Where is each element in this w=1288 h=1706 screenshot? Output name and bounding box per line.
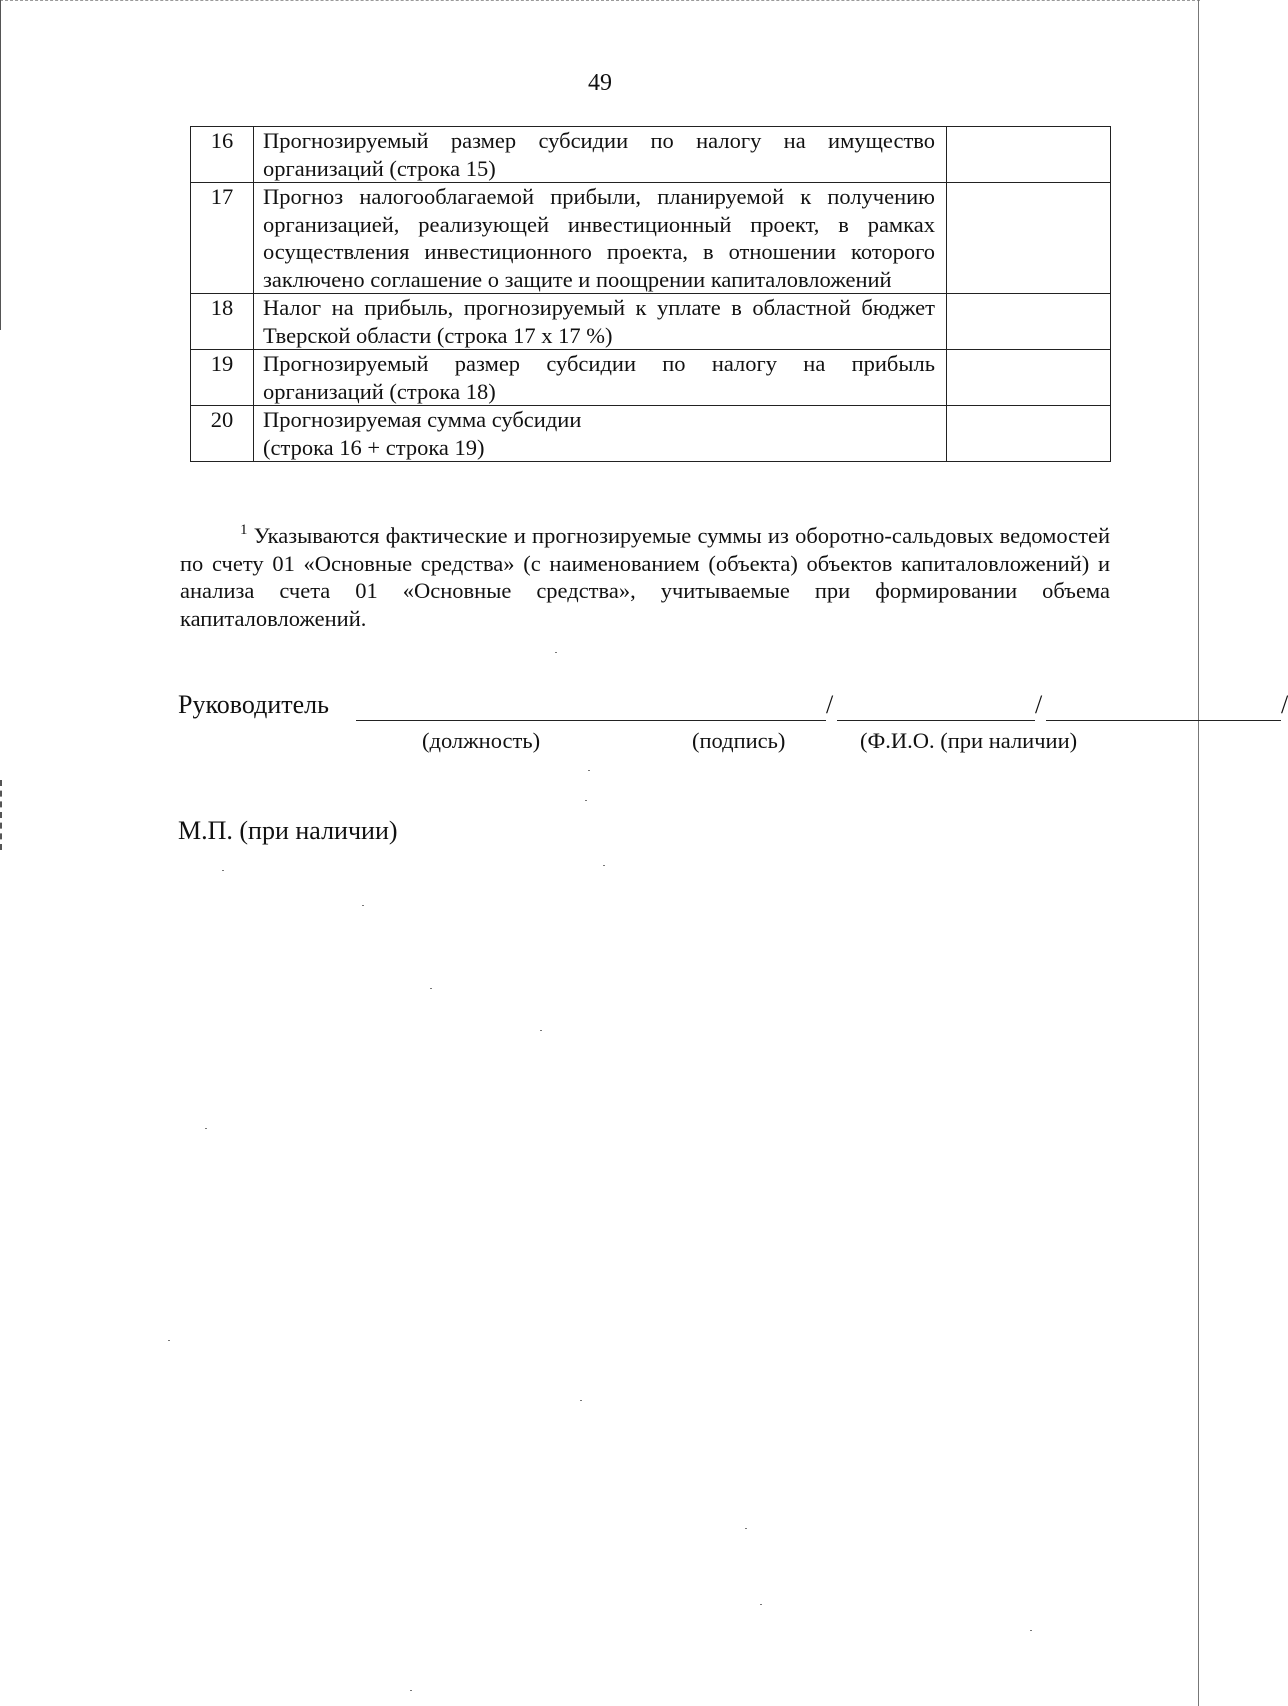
footnote-text: Указываются фактические и прогнозируемые суммы из оборотно-сальдовых ведомостей по счету 01 «Основные средства» (с наименованием (объекта) объектов капиталовложений) и анализа счета 01 «Основные средства», учитываемые при формировании объема капиталовложений. bbox=[180, 523, 1111, 631]
scan-speck bbox=[430, 988, 432, 989]
table-row bbox=[191, 294, 1111, 350]
signature-label: Руководитель bbox=[178, 690, 329, 719]
scan-speck bbox=[1030, 1630, 1032, 1631]
scan-speck bbox=[410, 1690, 412, 1691]
scan-speck bbox=[580, 1400, 582, 1401]
scan-speck bbox=[760, 1604, 762, 1605]
caption-name: (Ф.И.О. (при наличии) bbox=[860, 728, 1078, 753]
scan-right-edge bbox=[1198, 0, 1199, 1706]
footnote bbox=[180, 522, 1110, 632]
scan-speck bbox=[588, 770, 590, 771]
scan-left-edge bbox=[0, 0, 1, 330]
scan-speck bbox=[362, 905, 364, 906]
table-row bbox=[191, 183, 1111, 294]
table-row bbox=[191, 350, 1111, 406]
scan-left-edge-lower bbox=[0, 780, 2, 850]
caption-position: (должность) bbox=[422, 728, 541, 753]
scan-speck bbox=[205, 1128, 207, 1129]
scan-speck bbox=[603, 865, 605, 866]
stamp-placeholder: М.П. (при наличии) bbox=[178, 816, 398, 845]
row-description: Налог на прибыль, прогнозируемый к уплате в областной бюджет Тверской области (строка 17 х 17 %) bbox=[254, 294, 947, 350]
table-row bbox=[191, 127, 1111, 183]
row-number: 18 bbox=[191, 294, 254, 350]
row-value bbox=[947, 127, 1111, 183]
row-description: Прогнозируемый размер субсидии по налогу на имущество организаций (строка 15) bbox=[254, 127, 947, 183]
signature-line bbox=[837, 720, 1035, 721]
scan-speck bbox=[585, 800, 587, 801]
caption-signature: (подпись) bbox=[692, 728, 786, 753]
signature-block bbox=[178, 690, 1288, 760]
row-number: 17 bbox=[191, 183, 254, 294]
row-description bbox=[254, 406, 947, 462]
row-number: 19 bbox=[191, 350, 254, 406]
row-number: 16 bbox=[191, 127, 254, 183]
scan-speck bbox=[555, 652, 557, 653]
scan-speck bbox=[540, 1030, 542, 1031]
table-row bbox=[191, 406, 1111, 462]
position-line bbox=[356, 720, 826, 721]
scan-speck bbox=[745, 1528, 747, 1529]
row-description-line: (строка 16 + строка 19) bbox=[263, 434, 485, 460]
scan-speck bbox=[168, 1340, 170, 1341]
row-description: Прогноз налогооблагаемой прибыли, планируемой к получению организацией, реализующей инвестиционный проект, в рамках осуществления инвестиционного проекта, в отношении которого заключено соглашение о защите и поощрении капиталовложений bbox=[254, 183, 947, 294]
row-description-line: Прогнозируемая сумма субсидии bbox=[263, 407, 582, 432]
row-description: Прогнозируемый размер субсидии по налогу на прибыль организаций (строка 18) bbox=[254, 350, 947, 406]
page-number: 49 bbox=[588, 70, 612, 96]
row-value bbox=[947, 350, 1111, 406]
row-value bbox=[947, 406, 1111, 462]
name-line bbox=[1046, 720, 1281, 721]
separator-slash: / bbox=[1281, 690, 1288, 719]
scan-top-edge bbox=[0, 0, 1200, 1]
subsidy-calculation-table bbox=[190, 126, 1111, 462]
scan-speck bbox=[222, 870, 224, 871]
row-value bbox=[947, 294, 1111, 350]
separator-slash: / bbox=[1035, 690, 1043, 719]
row-value bbox=[947, 183, 1111, 294]
footnote-marker: 1 bbox=[240, 522, 248, 538]
separator-slash: / bbox=[826, 690, 834, 719]
row-number: 20 bbox=[191, 406, 254, 462]
